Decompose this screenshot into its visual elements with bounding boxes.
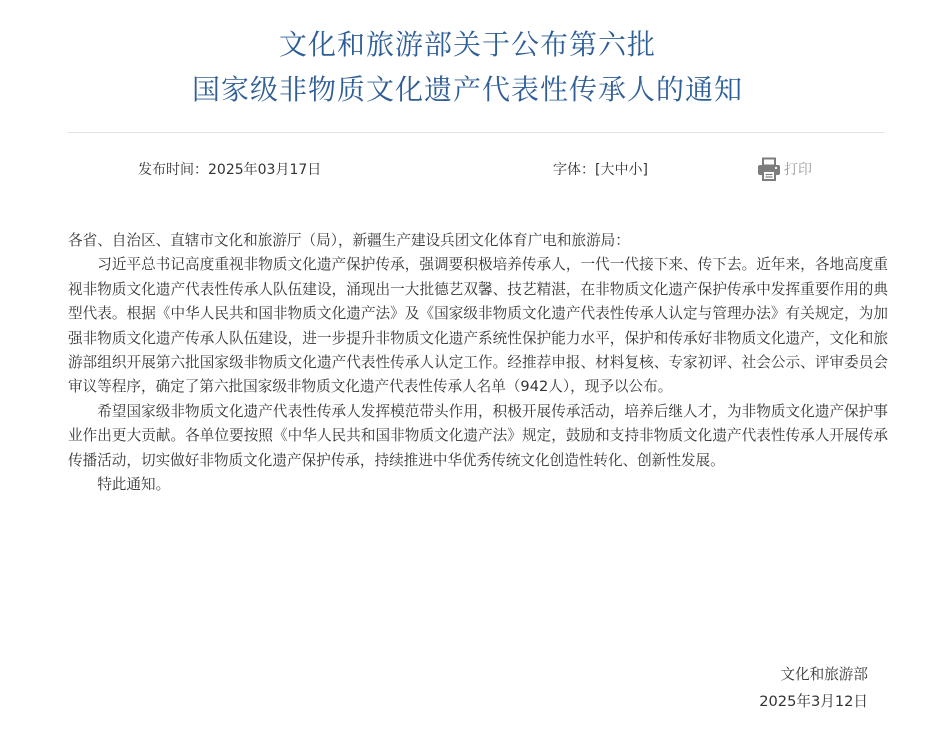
print-label: 打印 xyxy=(784,162,812,178)
font-size-control xyxy=(553,158,648,182)
paragraph: 希望国家级非物质文化遗产代表性传承人发挥模范带头作用，积极开展传承活动，培养后继人才，为非物质文化遗产保护事业作出更大贡献。各单位要按照《中华人民共和国非物质文化遗产法》规定，鼓励和支持非物质文化遗产代表性传承人开展传承传播活动，切实做好非物质文化遗产保护传承，持续推进中华优秀传统文化创造性转化、创新性发展。 xyxy=(68,402,888,469)
signature-date: 2025年3月12日 xyxy=(759,693,868,710)
salutation: 各省、自治区、直辖市文化和旅游厅（局），新疆生产建设兵团文化体育广电和旅游局： xyxy=(68,232,630,249)
title-line-2: 国家级非物质文化遗产代表性传承人的通知 xyxy=(191,73,743,106)
article-body xyxy=(68,229,888,497)
font-size-large-button[interactable]: 大 xyxy=(600,162,615,178)
font-size-medium-button[interactable]: 中 xyxy=(614,162,629,178)
paragraph: 习近平总书记高度重视非物质文化遗产保护传承，强调要积极培养传承人，一代一代接下来、传下去。近年来，各地高度重视非物质文化遗产代表性传承人队伍建设，涌现出一大批德艺双馨、技艺精湛，在非物质文化遗产保护传承中发挥重要作用的典型代表。根据《中华人民共和国非物质文化遗产法》及《国家级非物质文化遗产代表性传承人认定与管理办法》有关规定，为加强非物质文化遗产传承人队伍建设，进一步提升非物质文化遗产系统性保护能力水平，保护和传承好非物质文化遗产，文化和旅游部组织开展第六批国家级非物质文化遗产代表性传承人认定工作。经推荐申报、材料复核、专家初评、社会公示、评审委员会审议等程序，确定了第六批国家级非物质文化遗产代表性传承人名单（942人），现予以公布。 xyxy=(68,256,888,396)
page-title xyxy=(0,22,935,112)
bracket-open: [ xyxy=(595,162,601,178)
bracket-close: ] xyxy=(642,162,648,178)
publish-info xyxy=(138,158,321,182)
title-line-1: 文化和旅游部关于公布第六批 xyxy=(278,28,656,61)
print-button[interactable] xyxy=(756,155,812,183)
paragraph: 特此通知。 xyxy=(97,476,171,494)
title-divider xyxy=(68,132,884,133)
signature-org: 文化和旅游部 xyxy=(780,666,868,683)
publish-label: 发布时间： xyxy=(138,162,208,178)
font-label: 字体： xyxy=(553,162,595,178)
printer-icon xyxy=(756,156,782,182)
font-size-small-button[interactable]: 小 xyxy=(628,162,643,178)
signature-block xyxy=(759,661,868,715)
publish-date: 2025年03月17日 xyxy=(208,162,322,178)
